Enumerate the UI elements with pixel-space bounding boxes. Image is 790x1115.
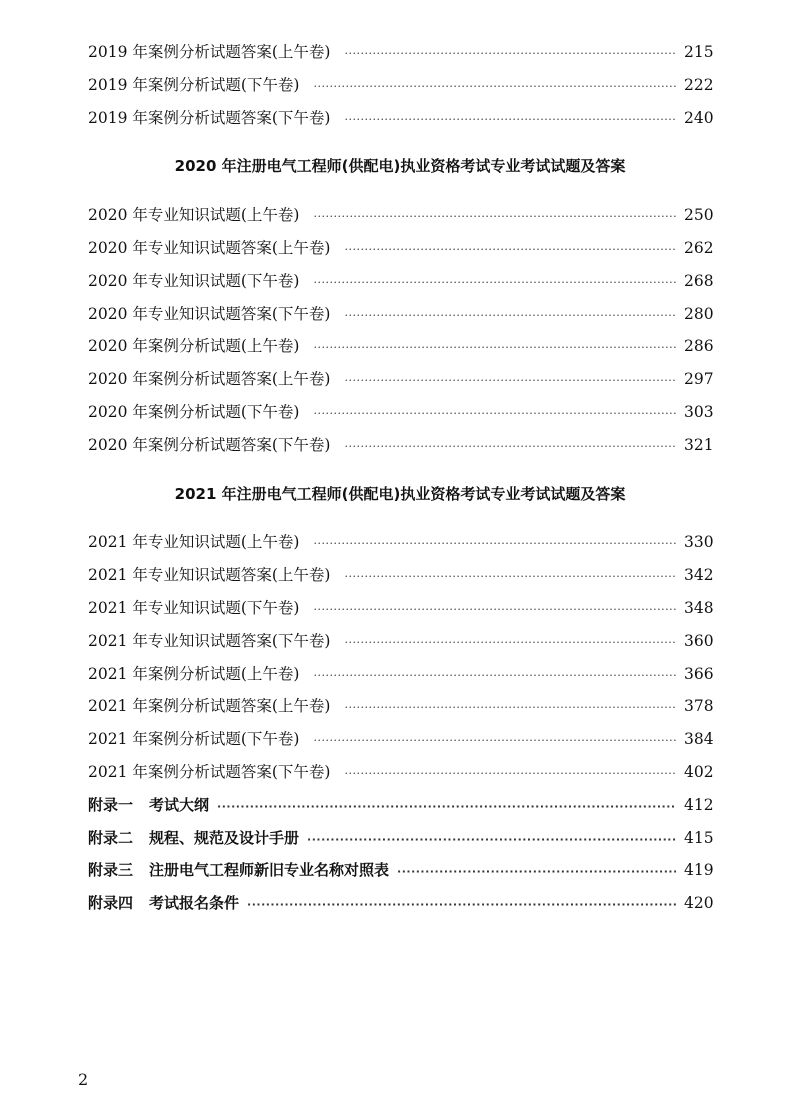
toc-entry[interactable] xyxy=(88,625,712,658)
appendix-label: 附录一 xyxy=(88,795,134,814)
section-heading-2020: 2020 年注册电气工程师(供配电)执业资格考试专业考试试题及答案 xyxy=(174,157,626,176)
toc-entry[interactable] xyxy=(88,396,712,429)
toc-entry[interactable] xyxy=(88,690,712,723)
dot-leader xyxy=(344,627,676,660)
toc-entry-page: 222 xyxy=(684,75,714,94)
dot-leader xyxy=(313,398,676,431)
toc-entry[interactable] xyxy=(88,199,712,232)
section-heading-2021: 2021 年注册电气工程师(供配电)执业资格考试专业考试试题及答案 xyxy=(174,484,626,503)
appendix-label: 附录三 xyxy=(88,861,134,880)
toc-entry[interactable] xyxy=(88,526,712,559)
toc-entry-page: 348 xyxy=(684,598,714,617)
toc-entry-title: 2021 年专业知识试题答案(上午卷) xyxy=(88,566,331,585)
appendix-entry[interactable] xyxy=(88,789,712,822)
toc-entry[interactable] xyxy=(88,559,712,592)
toc-entry-page: 240 xyxy=(684,108,714,127)
dot-leader xyxy=(344,300,676,333)
toc-entry-title: 2020 年专业知识试题(上午卷) xyxy=(88,206,300,225)
dot-leader xyxy=(313,201,676,234)
toc-entry-title: 2019 年案例分析试题答案(下午卷) xyxy=(88,108,331,127)
toc-entry[interactable] xyxy=(88,69,712,102)
toc-entry-title: 2020 年案例分析试题(上午卷) xyxy=(88,337,300,356)
dot-leader xyxy=(344,38,676,71)
appendix-entry[interactable] xyxy=(88,887,712,920)
dot-leader xyxy=(344,234,676,267)
dot-leader xyxy=(344,365,676,398)
appendix-entry[interactable] xyxy=(88,822,712,855)
dot-leader xyxy=(313,594,676,627)
toc-entry-title: 2019 年案例分析试题答案(上午卷) xyxy=(88,43,331,61)
toc-entry-title: 2021 年案例分析试题答案(上午卷) xyxy=(88,697,331,716)
toc-entry[interactable] xyxy=(88,102,712,135)
dot-leader xyxy=(313,71,676,104)
appendix-title: 规程、规范及设计手册 xyxy=(149,828,300,847)
toc-entry[interactable] xyxy=(88,330,712,363)
toc-entry-page: 321 xyxy=(684,435,714,454)
toc-entry-title: 2020 年专业知识试题(下午卷) xyxy=(88,271,300,290)
toc-entry[interactable] xyxy=(88,658,712,691)
toc-entry-page: 303 xyxy=(684,402,714,421)
toc-entry[interactable] xyxy=(88,232,712,265)
dot-leader xyxy=(313,332,676,365)
toc-entry-title: 2019 年案例分析试题(下午卷) xyxy=(88,75,300,94)
dot-leader xyxy=(307,824,676,857)
toc-entry-title: 2021 年案例分析试题(上午卷) xyxy=(88,664,300,683)
dot-leader xyxy=(313,267,676,300)
appendix-label: 附录二 xyxy=(88,828,134,847)
toc-entry-page: 384 xyxy=(684,730,714,749)
appendix-page: 415 xyxy=(684,828,714,847)
dot-leader xyxy=(217,791,676,824)
toc-entry[interactable] xyxy=(88,298,712,331)
toc-entry[interactable] xyxy=(88,723,712,756)
toc-entry-title: 2020 年专业知识试题答案(下午卷) xyxy=(88,304,331,323)
appendix-page: 412 xyxy=(684,795,714,814)
toc-entry-title: 2020 年案例分析试题(下午卷) xyxy=(88,402,300,421)
toc-entry-page: 280 xyxy=(684,304,714,323)
dot-leader xyxy=(397,856,676,889)
appendix-entry[interactable] xyxy=(88,854,712,887)
appendix-page: 419 xyxy=(684,861,714,880)
toc-entry-page: 215 xyxy=(684,43,714,61)
toc-entry[interactable] xyxy=(88,363,712,396)
toc-entry-title: 2020 年案例分析试题答案(下午卷) xyxy=(88,435,331,454)
toc-entry-page: 268 xyxy=(684,271,714,290)
dot-leader xyxy=(344,692,676,725)
toc-entry-title: 2021 年专业知识试题(下午卷) xyxy=(88,598,300,617)
toc-entry[interactable] xyxy=(88,756,712,789)
dot-leader xyxy=(344,758,676,791)
toc-entry-title: 2021 年专业知识试题(上午卷) xyxy=(88,533,300,552)
toc-entry-page: 262 xyxy=(684,238,714,257)
toc-entry[interactable] xyxy=(88,265,712,298)
toc-entry-page: 360 xyxy=(684,631,714,650)
toc-entry-page: 378 xyxy=(684,697,714,716)
page-number: 2 xyxy=(78,1070,89,1089)
appendix-title: 考试报名条件 xyxy=(149,894,240,913)
toc-entry-page: 402 xyxy=(684,762,714,781)
appendix-label: 附录四 xyxy=(88,894,134,913)
toc-entry-page: 297 xyxy=(684,370,714,389)
dot-leader xyxy=(247,889,676,922)
toc-entry-page: 286 xyxy=(684,337,714,356)
toc-entry[interactable] xyxy=(88,592,712,625)
toc-entry-page: 330 xyxy=(684,533,714,552)
toc-entry[interactable] xyxy=(88,429,712,462)
table-of-contents xyxy=(88,36,712,920)
toc-entry[interactable] xyxy=(88,36,712,69)
appendix-title: 注册电气工程师新旧专业名称对照表 xyxy=(149,861,390,880)
dot-leader xyxy=(313,528,676,561)
dot-leader xyxy=(344,561,676,594)
appendix-page: 420 xyxy=(684,894,714,913)
dot-leader xyxy=(313,725,676,758)
toc-entry-page: 250 xyxy=(684,206,714,225)
dot-leader xyxy=(344,431,676,464)
toc-entry-title: 2021 年案例分析试题答案(下午卷) xyxy=(88,762,331,781)
toc-entry-page: 366 xyxy=(684,664,714,683)
toc-entry-title: 2020 年案例分析试题答案(上午卷) xyxy=(88,370,331,389)
appendix-title: 考试大纲 xyxy=(149,795,210,814)
dot-leader xyxy=(313,660,676,693)
toc-entry-title: 2020 年专业知识试题答案(上午卷) xyxy=(88,238,331,257)
dot-leader xyxy=(344,104,676,137)
toc-entry-page: 342 xyxy=(684,566,714,585)
toc-entry-title: 2021 年案例分析试题(下午卷) xyxy=(88,730,300,749)
toc-entry-title: 2021 年专业知识试题答案(下午卷) xyxy=(88,631,331,650)
